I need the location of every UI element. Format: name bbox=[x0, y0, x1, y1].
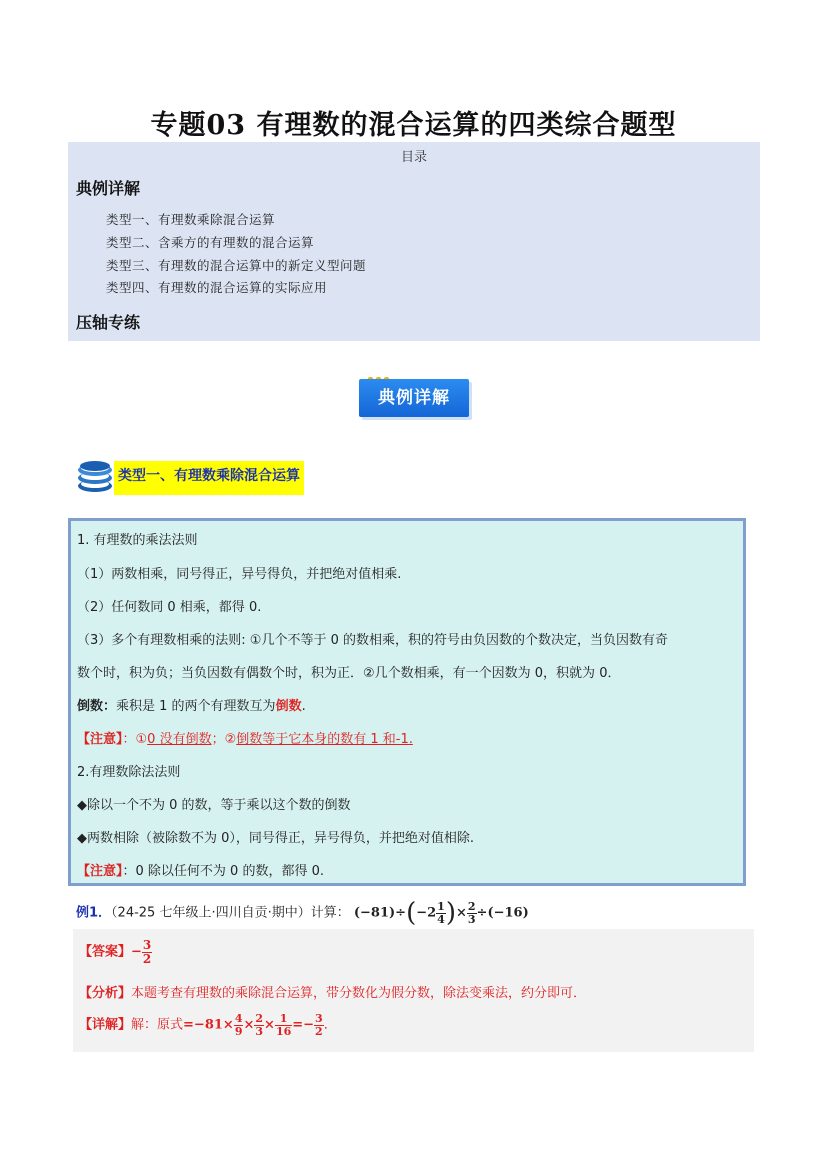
numerator: 1 bbox=[275, 1013, 292, 1026]
numerator: 2 bbox=[255, 1012, 264, 1025]
detail-label: 【详解】 bbox=[79, 1017, 132, 1033]
fraction bbox=[254, 1013, 264, 1037]
note-label: 【注意】 bbox=[77, 864, 123, 879]
rules-box bbox=[68, 518, 746, 886]
paren-close: ) bbox=[445, 898, 456, 928]
fraction bbox=[436, 901, 446, 925]
table-of-contents bbox=[68, 142, 760, 341]
detail-expr: × bbox=[243, 1017, 255, 1033]
rule-line: （1）两数相乘，同号得正，异号得负，并把绝对值相乘. bbox=[77, 567, 402, 582]
detail-expr: =− bbox=[292, 1017, 315, 1033]
note-text: 0 没有倒数 bbox=[147, 732, 212, 747]
rule-line: 数个时，积为负；当负因数有偶数个时，积为正．②几个数相乘，有一个因数为 0，积就为 0． bbox=[77, 666, 621, 681]
fraction bbox=[467, 901, 477, 925]
reciprocal-term: 倒数： bbox=[77, 699, 117, 714]
rule-note-2 bbox=[77, 860, 324, 879]
denominator: 3 bbox=[255, 1024, 264, 1038]
note-text: ：0 除以任何不为 0 的数，都得 0. bbox=[122, 864, 324, 879]
note-text: ；② bbox=[211, 732, 237, 747]
expr-part: (−81)÷ bbox=[353, 905, 407, 921]
answer-label: 【答案】 bbox=[79, 944, 132, 960]
denominator: 16 bbox=[275, 1024, 292, 1038]
period: ． bbox=[323, 1017, 337, 1033]
analysis-text: 本题考查有理数的乘除混合运算，带分数化为假分数，除法变乘法，约分即可． bbox=[131, 986, 587, 1001]
detail-text: 解：原式 bbox=[131, 1017, 184, 1033]
toc-section-examples[interactable]: 典例详解 bbox=[76, 179, 141, 198]
toc-item-type1[interactable]: 类型一、有理数乘除混合运算 bbox=[106, 212, 276, 227]
rule-line: （3）多个有理数相乘的法则: ①几个不等于 0 的数相乘，积的符号由负因数的个数决定，当负因数有奇 bbox=[77, 633, 668, 648]
example-1 bbox=[76, 898, 529, 928]
reciprocal-highlight: 倒数 bbox=[275, 699, 302, 714]
toc-item-type2[interactable]: 类型二、含乘方的有理数的混合运算 bbox=[106, 235, 315, 250]
books-stack-icon bbox=[76, 459, 114, 493]
numerator: 2 bbox=[467, 899, 476, 913]
rule-line: 1. 有理数的乘法法则 bbox=[77, 533, 198, 548]
toc-item-type3[interactable]: 类型三、有理数的混合运算中的新定义型问题 bbox=[106, 258, 367, 273]
toc-item-type4[interactable]: 类型四、有理数的混合运算的实际应用 bbox=[106, 280, 328, 295]
numerator: 3 bbox=[315, 1012, 323, 1025]
analysis-line bbox=[79, 982, 586, 1001]
toc-title: 目录 bbox=[400, 150, 427, 165]
expr-part: × bbox=[455, 905, 467, 921]
rule-line: （2）任何数同 0 相乘，都得 0. bbox=[77, 600, 262, 615]
denominator: 2 bbox=[315, 1024, 323, 1038]
note-label: 【注意】 bbox=[77, 732, 123, 747]
rule-note-1 bbox=[77, 728, 413, 747]
note-text: ：① bbox=[122, 732, 148, 747]
answer-box bbox=[73, 929, 754, 1052]
toc-section-practice[interactable]: 压轴专练 bbox=[76, 313, 141, 332]
denominator: 3 bbox=[467, 912, 476, 926]
fraction bbox=[275, 1013, 292, 1037]
paren-open: ( bbox=[406, 898, 417, 928]
rule-line: 2.有理数除法法则 bbox=[77, 765, 181, 780]
denominator: 2 bbox=[142, 951, 152, 966]
rule-reciprocal bbox=[77, 695, 306, 714]
type-heading: 类型一、有理数乘除混合运算 bbox=[114, 461, 304, 495]
rule-line: ◆两数相除（被除数不为 0），同号得正，异号得负，并把绝对值相除. bbox=[77, 831, 475, 846]
section-banner: 典例详解 bbox=[359, 379, 469, 417]
numerator: 1 bbox=[437, 899, 445, 913]
detail-line bbox=[79, 1013, 337, 1037]
analysis-label: 【分析】 bbox=[79, 986, 132, 1001]
denominator: 9 bbox=[234, 1024, 243, 1038]
example-source: （24-25 七年级上·四川自贡·期中）计算： bbox=[111, 905, 350, 921]
denominator: 4 bbox=[437, 912, 445, 926]
rule-line: ◆除以一个不为 0 的数，等于乘以这个数的倒数 bbox=[77, 798, 351, 813]
fraction bbox=[314, 1013, 324, 1037]
period: . bbox=[301, 699, 306, 714]
page-title: 专题03 有理数的混合运算的四类综合题型 bbox=[150, 110, 677, 141]
note-text: 倒数等于它本身的数有 1 和-1. bbox=[236, 732, 413, 747]
expr-part: −2 bbox=[416, 905, 437, 921]
numerator: 3 bbox=[142, 938, 152, 952]
detail-expr: =−81× bbox=[183, 1017, 234, 1033]
detail-expr: × bbox=[264, 1017, 275, 1033]
numerator: 4 bbox=[234, 1012, 243, 1025]
answer-sign: − bbox=[131, 944, 142, 960]
answer-fraction bbox=[142, 939, 152, 965]
reciprocal-def: 乘积是 1 的两个有理数互为 bbox=[116, 699, 276, 714]
example-number: 例1． bbox=[76, 905, 112, 921]
expr-part: ÷(−16) bbox=[476, 905, 529, 921]
answer-line bbox=[79, 939, 152, 965]
